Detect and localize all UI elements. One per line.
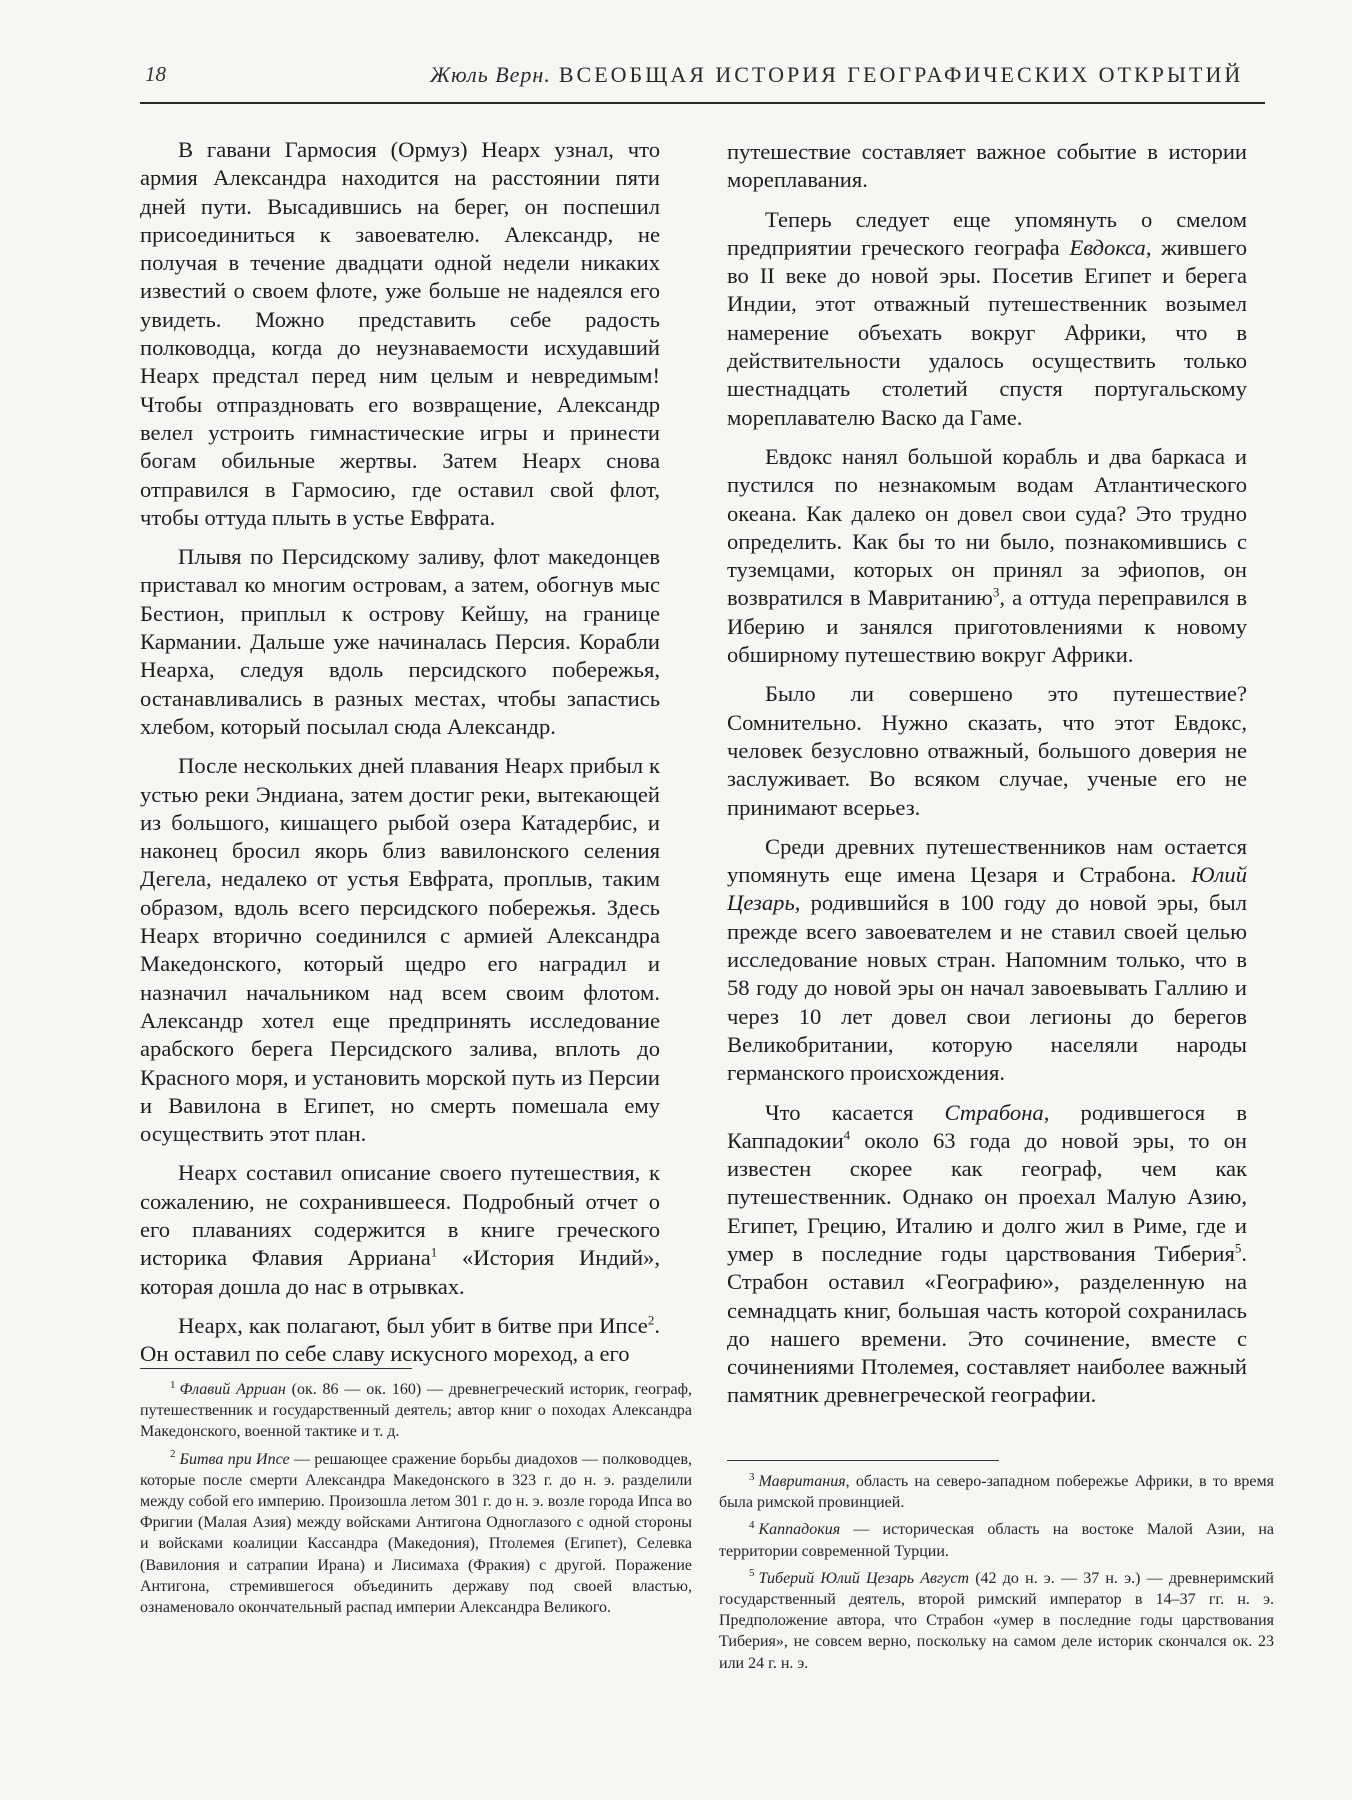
paragraph bbox=[140, 1312, 660, 1369]
paragraph bbox=[727, 833, 1247, 1088]
paragraph bbox=[727, 443, 1247, 669]
text-run: , жившего во II веке до новой эры. Посетив Египет и берега Индии, этот отважный путешественник возымел намерение объехать вокруг Африки, что в действительности удалось осуществить только шестнадцать столетий спустя португальскому мореплавателю Васко да Гаме. bbox=[727, 234, 1247, 430]
right-column bbox=[727, 138, 1247, 1410]
footnote-ref[interactable]: 1 bbox=[430, 1244, 438, 1260]
paragraph: Плывя по Персидскому заливу, флот македонцев приставал ко многим островам, а затем, обогнув мыс Бестион, приплыл к острову Кейшу, на границе Кармании. Дальше уже начиналась Персия. Корабли Неарха, следуя вдоль персидского побережья, останавливались в разных местах, чтобы запастись хлебом, который посылал сюда Александр. bbox=[140, 544, 660, 739]
footnote-term: Тиберий Юлий Цезарь Август bbox=[758, 1569, 969, 1587]
footnote-text: — решающее сражение борьбы диадохов — полководцев, которые после смерти Александра Македонского в 323 г. до н. э. разделили между собой его империю. Произошла летом 301 г. до н. э. возле города Ипса во Фригии (Малая Азия) между войсками Антигона Одноглазого с одной стороны и войсками коалиции Кассандра (Македония), Птолемея (Египет), Селевка (Вавилония и сатрапии Ирана) и Лисимаха (Фракия) с другой. Поражение Антигона, стремившегося объединить державу под своей властью, ознаменовало окончательный распад империи Александра Великого. bbox=[140, 1450, 692, 1617]
footnote-ref[interactable]: 3 bbox=[992, 584, 1000, 600]
footnote-ref[interactable]: 5 bbox=[1234, 1240, 1242, 1256]
footnote-text: , область на северо-западном побережье Африки, в то время была римской провинцией. bbox=[719, 1473, 1274, 1512]
footnote-ref[interactable]: 4 bbox=[843, 1127, 851, 1143]
emphasis: Страбона bbox=[944, 1099, 1044, 1125]
text-run: Неарх, как полагают, был убит в битве при Ипсе bbox=[178, 1312, 648, 1338]
emphasis: Евдокса bbox=[1069, 234, 1146, 260]
footnote-number: 4 bbox=[749, 1519, 755, 1532]
footnote-text: — историческая область на востоке Малой Азии, на территории современной Турции. bbox=[719, 1521, 1274, 1560]
running-author: Жюль Верн. bbox=[430, 62, 551, 87]
footnote-term: Мавритания bbox=[758, 1473, 846, 1490]
text-run: около 63 года до новой эры, то он известен скорее как географ, чем как путешественник. Однако он проехал Малую Азию, Египет, Грецию, Италию и долго жил в Риме, где и умер в последние годы царствования Тиберия bbox=[727, 1127, 1247, 1266]
paragraph bbox=[727, 206, 1247, 432]
paragraph: В гавани Гармосия (Ормуз) Неарх узнал, что армия Александра находится на расстоянии пяти дней пути. Высадившись на берег, он поспешил присоединиться к завоевателю. Александр, не получая в течение двадцати одной недели никаких известий о своем флоте, уже больше не надеялся его увидеть. Можно представить себе радость полководца, когда до неузнаваемости исхудавший Неарх предстал перед ним целым и невредимым! Чтобы отпраздновать его возвращение, Александр велел устроить гимнастические игры и принести богам обильные жертвы. Затем Неарх снова отправился в Гармосию, где оставил свой флот, чтобы оттуда плыть в устье Евфрата. bbox=[140, 137, 660, 530]
paragraph bbox=[140, 1159, 660, 1300]
footnote-number: 2 bbox=[170, 1448, 176, 1461]
running-book-title: ВСЕОБЩАЯ ИСТОРИЯ ГЕОГРАФИЧЕСКИХ ОТКРЫТИЙ bbox=[558, 62, 1244, 87]
footnote-rule bbox=[140, 1368, 412, 1369]
footnote bbox=[719, 1471, 1274, 1513]
paragraph bbox=[727, 1099, 1247, 1410]
text-run: Среди древних путешественников нам остается упомянуть еще имена Цезаря и Страбона. bbox=[727, 833, 1247, 888]
footnote-term: Битва при Ипсе bbox=[179, 1450, 290, 1468]
footnote-term: Каппадокия bbox=[758, 1521, 841, 1539]
text-run: . Страбон оставил «Географию», разделенную на семнадцать книг, большая часть которой сохранилась до нашего времени. Это сочинение, вместе с сочинениями Птолемея, составляет наиболее важный памятник древнегреческой географии. bbox=[727, 1240, 1247, 1408]
footnote-text: (42 до н. э. — 37 н. э.) — древнеримский государственный деятель, второй римский император в 14–37 гг. н. э. Предположение автора, что Страбон «умер в последние годы царствования Тиберия», не совсем верно, поскольку на самом деле историк скончался ок. 23 или 24 г. н. э. bbox=[719, 1569, 1274, 1672]
footnote-rule bbox=[727, 1460, 999, 1461]
footnote bbox=[719, 1568, 1274, 1674]
text-run: Теперь следует еще упомянуть о смелом предприятии греческого географа bbox=[727, 206, 1247, 260]
text-run: . Он оставил по себе славу искусного мореход, а его bbox=[140, 1312, 660, 1367]
text-run: , родившегося в Каппадокии bbox=[727, 1099, 1247, 1153]
footnotes-left bbox=[140, 1368, 692, 1624]
text-run: , а оттуда переправился в Иберию и занялся приготовлениями к новому обширному путешествию вокруг Африки. bbox=[727, 585, 1247, 668]
footnote-ref[interactable]: 2 bbox=[647, 1312, 655, 1328]
footnote-number: 3 bbox=[749, 1470, 755, 1483]
paragraph: После нескольких дней плавания Неарх прибыл к устью реки Эндиана, затем достиг реки, вытекающей из большого, кишащего рыбой озера Катадербис, и наконец бросил якорь близ вавилонского селения Дегела, недалеко от устья Евфрата, проплыв, таким образом, вдоль всего персидского побережья. Здесь Неарх вторично соединился с армией Александра Македонского, который щедро его наградил и назначил начальником над всем своим флотом. Александр хотел еще предпринять исследование арабского берега Персидского залива, вплоть до Красного моря, и установить морской путь из Персии и Вавилона в Египет, но смерть помешала ему осуществить этот план. bbox=[140, 753, 660, 1147]
paragraph: Было ли совершено это путешествие? Сомнительно. Нужно сказать, что этот Евдокс, человек безусловно отважный, большого доверия не заслуживает. Во всяком случае, ученые его не принимают всерьез. bbox=[727, 681, 1247, 820]
running-header bbox=[140, 62, 1265, 104]
text-run: Неарх составил описание своего путешествия, к сожалению, не сохранившееся. Подробный отчет о его плаваниях содержится в книге греческого историка Флавия Арриана bbox=[140, 1160, 660, 1271]
emphasis: Юлий Цезарь bbox=[727, 862, 1247, 916]
running-title bbox=[430, 62, 1243, 88]
page-number: 18 bbox=[145, 62, 166, 86]
paragraph: путешествие составляет важное событие в истории мореплавания. bbox=[727, 139, 1247, 193]
footnote-term: Флавий Арриан bbox=[179, 1381, 286, 1398]
left-column bbox=[140, 136, 660, 1368]
text-run: «История Индий», которая дошла до нас в отрывках. bbox=[140, 1245, 661, 1299]
footnote-number: 5 bbox=[749, 1567, 755, 1580]
text-run: Евдокс нанял большой корабль и два баркаса и пустился по незнакомым водам Атлантического океана. Как далеко он довел свои суда? Это трудно определить. Как бы то ни было, познакомившись с туземцами, которых он принял за эфиопов, он возвратился в Мавританию bbox=[727, 443, 1247, 611]
text-run: , родившийся в 100 году до новой эры, был прежде всего завоевателем и не ставил своей целью исследование новых стран. Напомним только, что в 58 году до новой эры он начал завоевывать Галлию и через 10 лет довел свои легионы до берегов Великобритании, которую населяли народы германского происхождения. bbox=[727, 890, 1247, 1086]
footnote bbox=[719, 1519, 1274, 1561]
footnote-number: 1 bbox=[170, 1378, 176, 1391]
footnotes-right bbox=[719, 1460, 1274, 1680]
text-run: Что касается bbox=[765, 1099, 945, 1125]
footnote bbox=[140, 1379, 692, 1443]
footnote bbox=[140, 1449, 692, 1619]
footnote-text: (ок. 86 — ок. 160) — древнегреческий историк, географ, путешественник и государственный деятель; автор книг о походах Александра Македонского, военной тактике и т. д. bbox=[140, 1381, 693, 1441]
